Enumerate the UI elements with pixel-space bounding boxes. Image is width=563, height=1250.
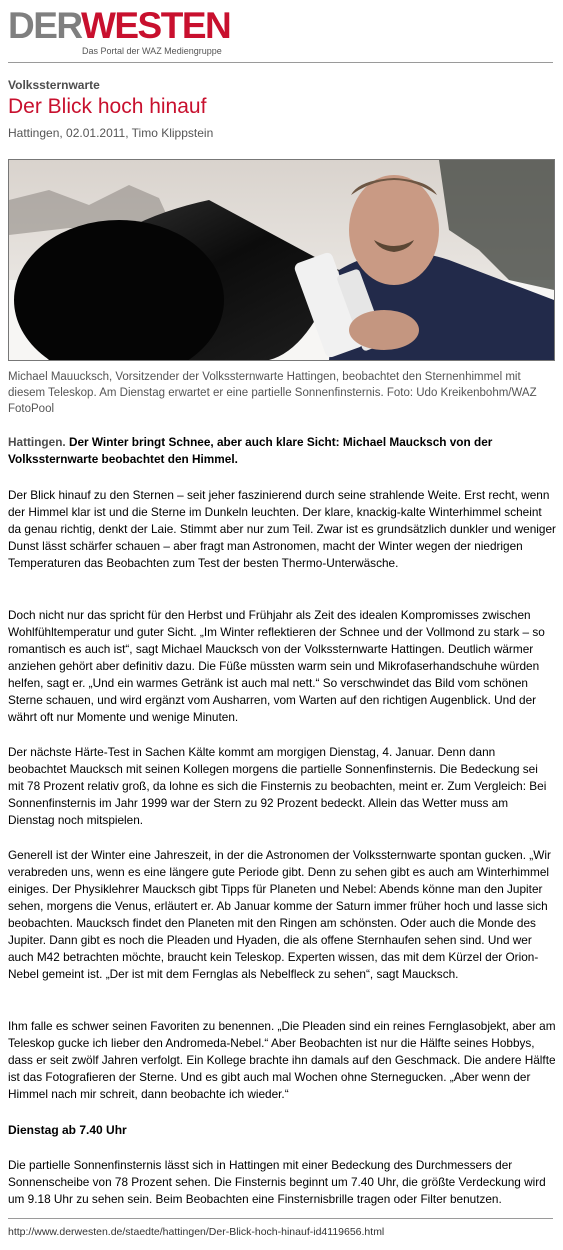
paragraph: Der nächste Härte-Test in Sachen Kälte kommt am morgigen Dienstag, 4. Januar. Denn dann beobachtet Maucksch mit seinen Kollegen morgens die partielle Sonnenfinsternis. Die Bedeckung sei mit 78 Prozent relativ groß, da lohne es sich die Finsternis zu beobachten, meint er. Zum Vergleich: Bei Sonnenfinsternis im Jahr 1999 war der Stern zu 92 Prozent bedeckt. Allein das Wetter muss am Dienstag noch mitspielen. [8,745,547,827]
paragraph: Der Blick hinauf zu den Sternen – seit jeher faszinierend durch seine strahlende Weite. Erst recht, wenn der Himmel klar ist und die Sterne im Dunkeln leuchten. Der klare, knackig-kalte Winterhimmel scheint da genau richtig, denkt der Laie. Stimmt aber nur zum Teil. Zwar ist es grundsätzlich dunkler und weniger Dunst lässt schärfer schauen – aber fragt man Astronomen, macht der Winter wegen der niedrigen Temperaturen das Beobachten zum Test der besten Thermo-Unterwäsche. [8,488,556,570]
lead-location: Hattingen. [8,435,66,449]
lead-text: Der Winter bringt Schnee, aber auch klare Sicht: Michael Maucksch von der Volkssternwarte beobachtet den Himmel. [8,435,493,466]
article-title: Der Blick hoch hinauf [8,95,207,118]
section-subheading: Dienstag ab 7.40 Uhr [8,1123,127,1137]
article-url[interactable]: http://www.derwesten.de/staedte/hattingen/Der-Blick-hoch-hinauf-id4119656.html [8,1226,385,1238]
article-lead [8,434,553,468]
logo-tagline: Das Portal der WAZ Mediengruppe [82,46,222,56]
footer-divider [8,1218,553,1219]
header-divider [8,62,553,63]
article-photo [8,159,555,361]
article-byline: Hattingen, 02.01.2011, Timo Klippstein [8,126,214,140]
article-kicker: Volkssternwarte [8,78,100,92]
paragraph: Ihm falle es schwer seinen Favoriten zu benennen. „Die Pleaden sind ein reines Fernglasobjekt, aber am Teleskop gucke ich lieber den Andromeda-Nebel.“ Aber Beobachten ist nur die Hälfte seines Hobbys, dass er seit zwölf Jahren verfolgt. Ein Kollege brachte ihn damals auf den Geschmack. Die andere Hälfte ist das Fotografieren der Sterne. Und es gibt auch mal Wochen ohne Sternegucken. „Aber wenn der Himmel nach mir schreit, dann beobachte ich wieder.“ [8,1019,556,1101]
logo-der: DER [8,5,81,46]
paragraph: Die partielle Sonnenfinsternis lässt sich in Hattingen mit einer Bedeckung des Durchmessers der Sonnenscheibe von 78 Prozent sehen. Die Finsternis beginnt um 7.40 Uhr, die größte Verdeckung wird um 9.18 Uhr zu sehen sein. Beim Beobachten eine Finsternisbrille tragen oder Filter benutzen. [8,1158,546,1206]
image-caption: Michael Mauucksch, Vorsitzender der Volkssternwarte Hattingen, beobachtet den Sternenhimmel mit diesem Teleskop. Am Dienstag erwartet er eine partielle Sonnenfinsternis. Foto: Udo Kreikenbohm/WAZ FotoPool [8,371,537,415]
derwesten-logo[interactable] [8,6,248,58]
logo-westen: WESTEN [80,5,231,46]
paragraph: Generell ist der Winter eine Jahreszeit, in der die Astronomen der Volkssternwarte spontan gucken. „Wir verabreden uns, wenn es eine längere gute Periode gibt. Denn zu sehen gibt es auch am Winterhimmel einiges. Der Physiklehrer Maucksch gibt Tipps für Planeten und Nebel: Abends könne man den Jupiter sehen, morgens die Venus, erläutert er. Ab Januar komme der Saturn immer früher hoch und lasse sich beobachten. Maucksch findet den Planeten mit den Ringen am schönsten. Oder auch die Monde des Jupiter. Dann gibt es noch die Pleaden und Hyaden, die als offene Sternhaufen sehen sind. Und wer auch M42 betrachten möchte, braucht kein Teleskop. Experten wissen, das mit dem Kürzel der Orion-Nebel gemeint ist. „Der ist mit dem Fernglas als Nebelfleck zu sehen“, sagt Maucksch. [8,848,551,981]
paragraph: Doch nicht nur das spricht für den Herbst und Frühjahr als Zeit des idealen Kompromisses zwischen Wohlfühltemperatur und guter Sicht. „Im Winter reflektieren der Schnee und der Vollmond zu stark – so romantisch es auch ist“, sagt Michael Maucksch von der Volkssternwarte Hattingen. Deutlich wärmer anziehen gehört aber definitiv dazu. Die Füße müssten warm sein und Mikrofaserhandschuhe würden helfen, sagt er. „Und ein warmes Getränk ist auch mal nett.“ So verschwindet das Bild vom schönen Sterne schauen, und wird ergänzt vom Ausharren, vom Warten auf den richtigen Augenblick. Und der währt oft nur Momente und wenige Minuten. [8,608,545,724]
